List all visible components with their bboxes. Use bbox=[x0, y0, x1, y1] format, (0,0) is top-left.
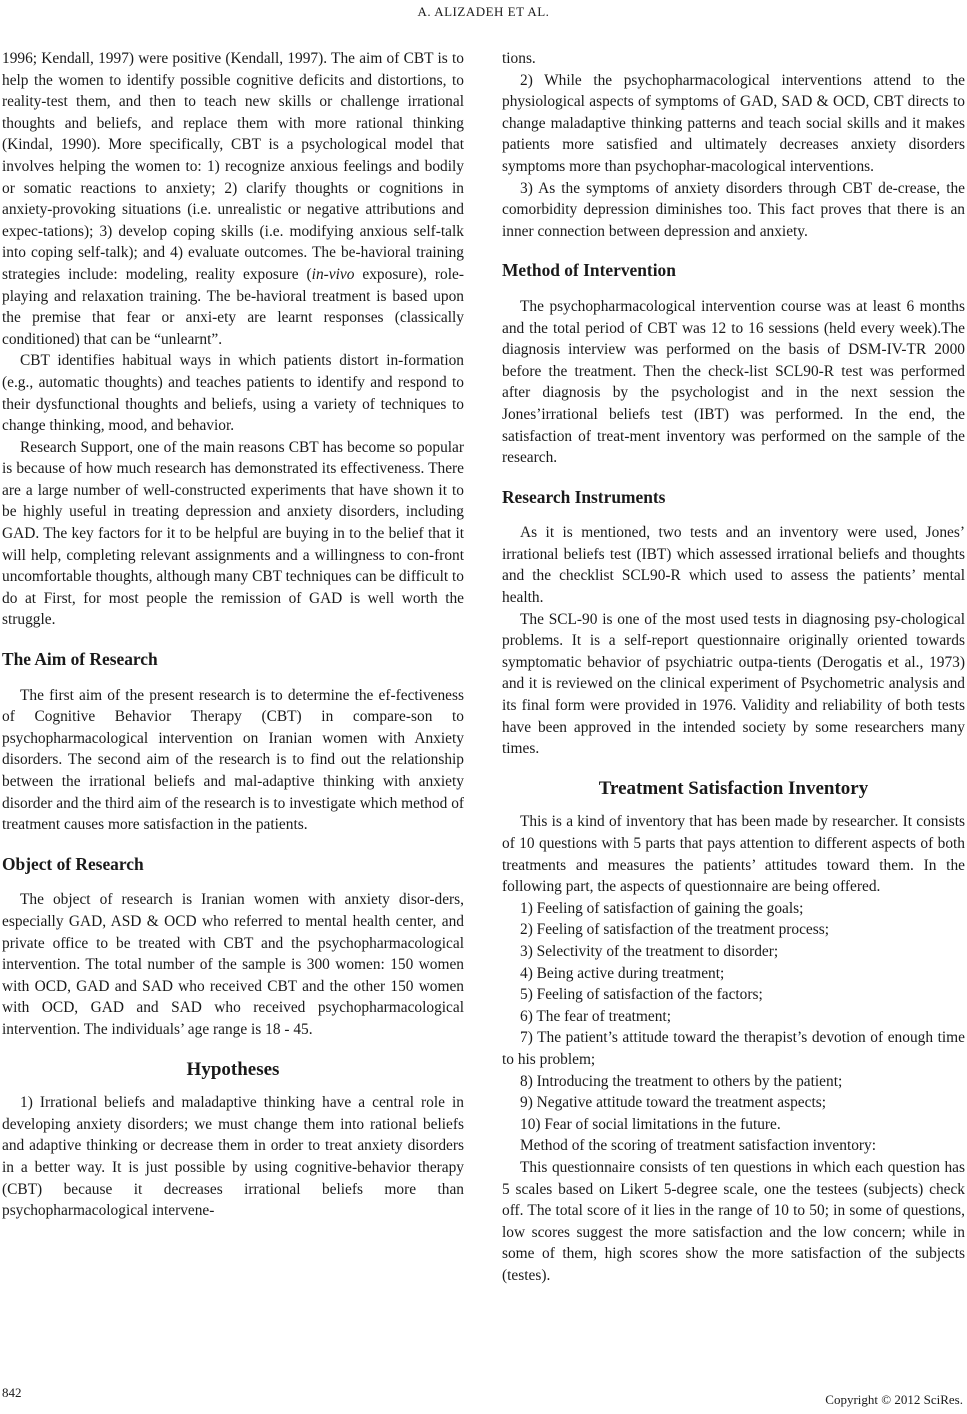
left-column bbox=[2, 48, 464, 1222]
paragraph: tions. bbox=[502, 50, 536, 67]
running-head: A. ALIZADEH ET AL. bbox=[417, 4, 550, 19]
paragraph: 2) While the psychopharmacological interventions attend to the physiological aspects of symptoms of GAD, SAD & OCD, CBT directs to change maladaptive thinking patterns and teach social skills and it makes patients more satisfied and ultimately decreases anxiety disorders symptoms more than psychophar-macological interventions. bbox=[502, 71, 965, 175]
list-item: 4) Being active during treatment; bbox=[520, 964, 725, 982]
section-heading-aim: The Aim of Research bbox=[2, 649, 158, 670]
list-item: 7) The patient’s attitude toward the therapist’s devotion of enough time to his problem; bbox=[502, 1029, 965, 1068]
list-item: 10) Fear of social limitations in the future. bbox=[520, 1115, 781, 1133]
list-item: 1) Feeling of satisfaction of gaining the goals; bbox=[520, 899, 804, 917]
list-item: 8) Introducing the treatment to others by the patient; bbox=[520, 1072, 843, 1090]
list-item: 6) The fear of treatment; bbox=[520, 1007, 671, 1025]
paragraph: The first aim of the present research is to determine the ef-fectiveness of Cognitive Behavior Therapy (CBT) in compare-son to psychopharmacological intervention on Iranian women with Anxiety disorders. The second aim of the research is to find out the relationship between the irrational beliefs and mal-adaptive thinking with anxiety disorder and the third aim of the research is to investigate which method of treatment causes more satisfaction in the patients. bbox=[2, 686, 465, 834]
right-column bbox=[502, 48, 965, 1286]
list-item: 3) Selectivity of the treatment to disorder; bbox=[520, 942, 779, 960]
list-item: 9) Negative attitude toward the treatment aspects; bbox=[520, 1094, 826, 1112]
list-item: 5) Feeling of satisfaction of the factors; bbox=[520, 986, 763, 1004]
paragraph: The object of research is Iranian women with anxiety disor-ders, especially GAD, ASD & OCD who referred to mental health center, and private office to be treated with CBT and the psychopharmacological intervention. The total number of the sample is 300 women: 150 women with OCD, GAD and SAD who received CBT and the other 150 women with OCD, GAD and SAD who received psychopharmacological intervention. The individuals’ age range is 18 - 45. bbox=[2, 891, 464, 1038]
paragraph: As it is mentioned, two tests and an inventory were used, Jones’ irrational beliefs test (IBT) which assessed irrational beliefs and thoughts and the checklist SCL90-R which used to assess the patients’ mental health. bbox=[502, 524, 965, 607]
paragraph: CBT identifies habitual ways in which patients distort in-formation (e.g., automatic thoughts) and teaches patients to identify and respond to their dysfunctional thoughts and beliefs, using a variety of techniques to change thinking, mood, and behavior. bbox=[2, 352, 464, 435]
section-heading-object: Object of Research bbox=[2, 853, 144, 874]
section-heading-instruments: Research Instruments bbox=[502, 486, 666, 507]
list-item: 2) Feeling of satisfaction of the treatment process; bbox=[520, 921, 830, 939]
paragraph: The psychopharmacological intervention course was at least 6 months and the total period of CBT was 12 to 16 sessions (held every week).The diagnosis interview was performed on the basis of DSM-IV-TR 2000 before the treatment. Then the check-list SCL90-R test was performed after diagnosis by the psychologist and in the next session the Jones’irrational beliefs test (IBT) was performed. In the end, the satisfaction of treat-ment inventory was performed on the sample of the research. bbox=[502, 297, 965, 467]
section-heading-method: Method of Intervention bbox=[502, 260, 676, 281]
paragraph: Method of the scoring of treatment satisfaction inventory: bbox=[520, 1137, 877, 1155]
section-heading-hypotheses: Hypotheses bbox=[186, 1058, 280, 1080]
paragraph: 3) As the symptoms of anxiety disorders through CBT de-crease, the comorbidity depression diminishes too. This fact proves that there is an inner connection between depression and anxiety. bbox=[502, 179, 965, 240]
paragraph: 1996; Kendall, 1997) were positive (Kendall, 1997). The aim of CBT is to help the women to identify possible cognitive deficits and distortions, to reality-test them, and then to teach new skills or challenge irrational thoughts and beliefs, and replace them with more rational thinking (Kindal, 1990). More specifically, CBT is a psychological model that involves helping the women to: 1) recognize anxious feelings and bodily or somatic reactions to anxiety; 2) clarify thoughts or cognitions in anxiety-provoking situations (i.e. unrealistic or negative attributions and expec-tations); 3) develop coping skills (i.e. modifying anxious self-talk into coping self-talk); and 4) evaluate outcomes. The be-havioral training strategies include: modeling, reality exposure (in-vivo exposure), role-playing and relaxation training. The be-havioral treatment is based upon the premise that fear or anxi-ety are learnt responses (classically conditioned) that can be “unlearnt”. bbox=[2, 50, 464, 348]
paragraph: Research Support, one of the main reasons CBT has become so popular is because of how much research has demonstrated its effectiveness. There are a large number of well-constructed experiments that have shown it to be highly useful in treating depression and anxiety disorders, including GAD. The key factors for it to be helpful are buying in to the belief that it will help, completing relevant assignments and a willingness to con-front uncomfortable thoughts, although many CBT techniques can be difficult to do at First, for most people the remission of GAD is well worth the struggle. bbox=[2, 438, 464, 629]
paragraph: This is a kind of inventory that has been made by researcher. It consists of 10 questions with 5 parts that pays attention to different aspects of both treatments and measures the patients’ attitudes toward them. In the following part, the aspects of questionnaire are being offered. bbox=[502, 813, 965, 896]
copyright-notice: Copyright © 2012 SciRes. bbox=[825, 1392, 963, 1407]
paragraph: The SCL-90 is one of the most used tests in diagnosing psy-chological problems. It is a self-report questionnaire originally oriented towards symptomatic behavior of psychiatric outpa-tients (Derogatis et al., 1973) and it is reviewed on the clinical experiment of Psychometric analysis and its final form were provided in 1976. Validity and reliability of both tests have been approved in the intended society by some researchers many times. bbox=[502, 610, 965, 758]
page-number: 842 bbox=[2, 1385, 22, 1400]
paragraph: 1) Irrational beliefs and maladaptive thinking have a central role in developing anxiety disorders; we must change them into rational beliefs and adaptive thinking or decrease them in order to treat anxiety disorders in a better way. It is just possible by using cognitive-behavior therapy (CBT) because it decreases irrational beliefs more than psychopharmacological intervene- bbox=[2, 1094, 464, 1220]
paragraph: This questionnaire consists of ten questions in which each question has 5 scales based on Likert 5-degree scale, one the testees (subjects) check off. The total score of it lies in the range of 10 to 50; in some of questions, low scores suggest the more satisfaction and the low concern; while in some of them, high scores show the more satisfaction of the subjects (testes). bbox=[502, 1158, 965, 1284]
section-heading-satisfaction: Treatment Satisfaction Inventory bbox=[598, 777, 869, 799]
